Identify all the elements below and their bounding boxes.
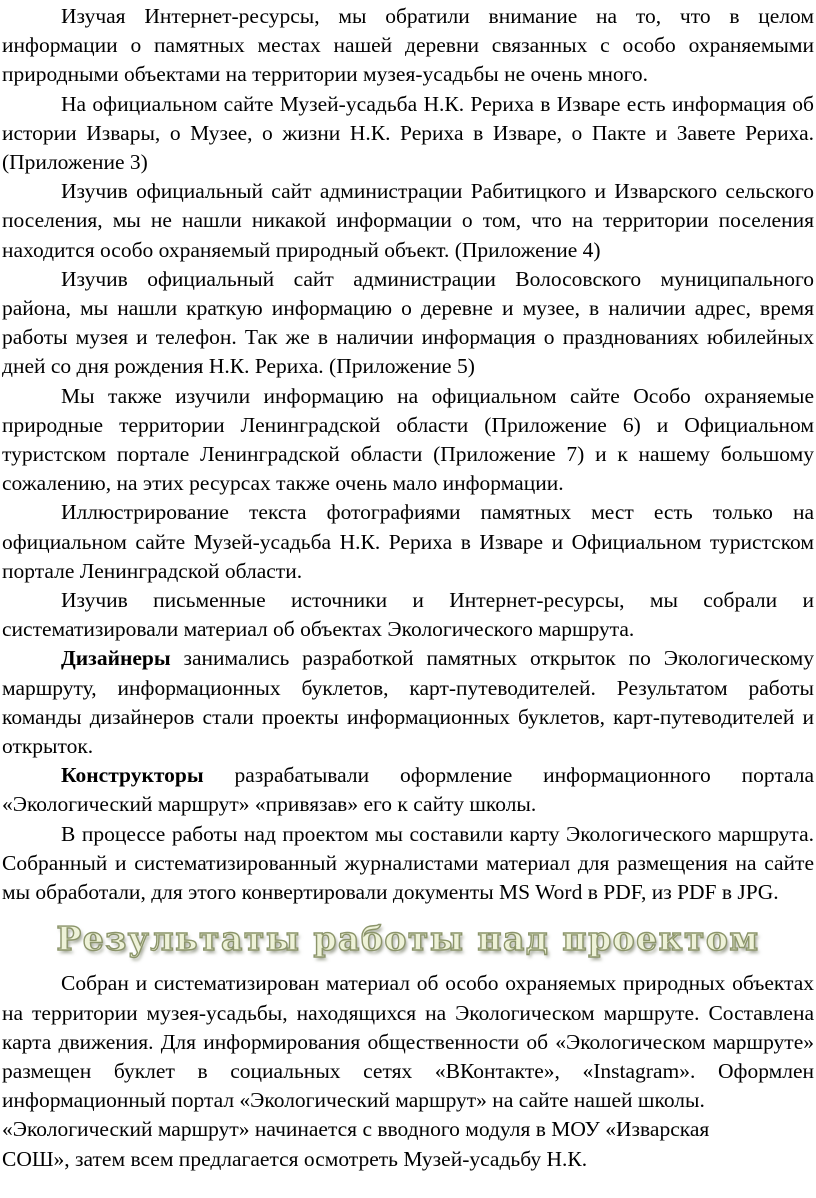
paragraph-volosovo-site: Изучив официальный сайт администрации Волосовского муниципального района, мы нашли краткую информацию о деревне и музее, в наличии адрес, время работы музея и телефон. Так же в наличии информация о празднованиях юбилейных дней со дня рождения Н.К. Рериха. (Приложение 5): [2, 266, 814, 379]
paragraph-museum-site: На официальном сайте Музей-усадьба Н.К. Рериха в Изваре есть информация об истории Извары, о Музее, о жизни Н.К. Рериха в Изваре, о Пакте и Завете Рериха. (Приложение 3): [2, 91, 814, 175]
paragraph-sources-systematized: Изучив письменные источники и Интернет-ресурсы, мы собрали и систематизировали материал об объектах Экологического маршрута.: [2, 588, 814, 642]
paragraph-constructors: [2, 761, 814, 819]
paragraph-internet-resources: Изучая Интернет-ресурсы, мы обратили внимание на то, что в целом информации о памятных местах нашей деревни связанных с особо охраняемыми природными объектами на территории музея-усадьбы не очень много.: [2, 4, 814, 87]
designers-text: занимались разработкой памятных открыток по Экологическому маршруту, информационных буклетов, карт-путеводителей. Результатом работы команды дизайнеров стали проекты информационных буклетов, карт-путеводителей и открыток.: [2, 646, 814, 759]
final-line-1: «Экологический маршрут» начинается с вводного модуля в МОУ «Изварская: [2, 1117, 710, 1142]
paragraph-illustration: Иллюстрирование текста фотографиями памятных мест есть только на официальном сайте Музей-усадьба Н.К. Рериха в Изваре и Официальном туристском портале Ленинградской области.: [2, 500, 814, 583]
paragraph-results: Собран и систематизирован материал об особо охраняемых природных объектах на территории музея-усадьбы, находящихся на Экологическом маршруте. Составлена карта движения. Для информирования общественности об «Экологическом маршруте» размещен буклет в социальных сетях «ВКонтакте», «Instagram». Оформлен информационный портал «Экологический маршрут» на сайте нашей школы.: [2, 971, 814, 1113]
paragraph-process: В процессе работы над проектом мы составили карту Экологического маршрута. Собранный и систематизированный журналистами материал для размещения на сайте мы обработали, для этого конвертировали документы MS Word в PDF, из PDF в JPG.: [2, 821, 814, 905]
results-heading: Результаты работы над проектом: [56, 919, 760, 959]
paragraph-rabititsky-site: Изучив официальный сайт администрации Рабитицкого и Изварского сельского поселения, мы не нашли никакой информации о том, что на территории поселения находится особо охраняемый природный объект. (Приложение 4): [2, 179, 814, 262]
constructors-text: разрабатывали оформление информационного портала «Экологический маршрут» «привязав» его к сайту школы.: [2, 763, 814, 817]
final-line-2: СОШ», затем всем предлагается осмотреть Музей-усадьбу Н.К.: [2, 1146, 588, 1171]
designers-label: Дизайнеры: [61, 646, 171, 671]
constructors-label: Конструкторы: [61, 763, 204, 788]
paragraph-protected-areas-site: Мы также изучили информацию на официальном сайте Особо охраняемые природные территории Ленинградской области (Приложение 6) и Официальном туристском портале Ленинградской области (Приложение 7) и к нашему большому сожалению, на этих ресурсах также очень мало информации.: [2, 383, 814, 496]
paragraph-designers: [2, 644, 814, 761]
